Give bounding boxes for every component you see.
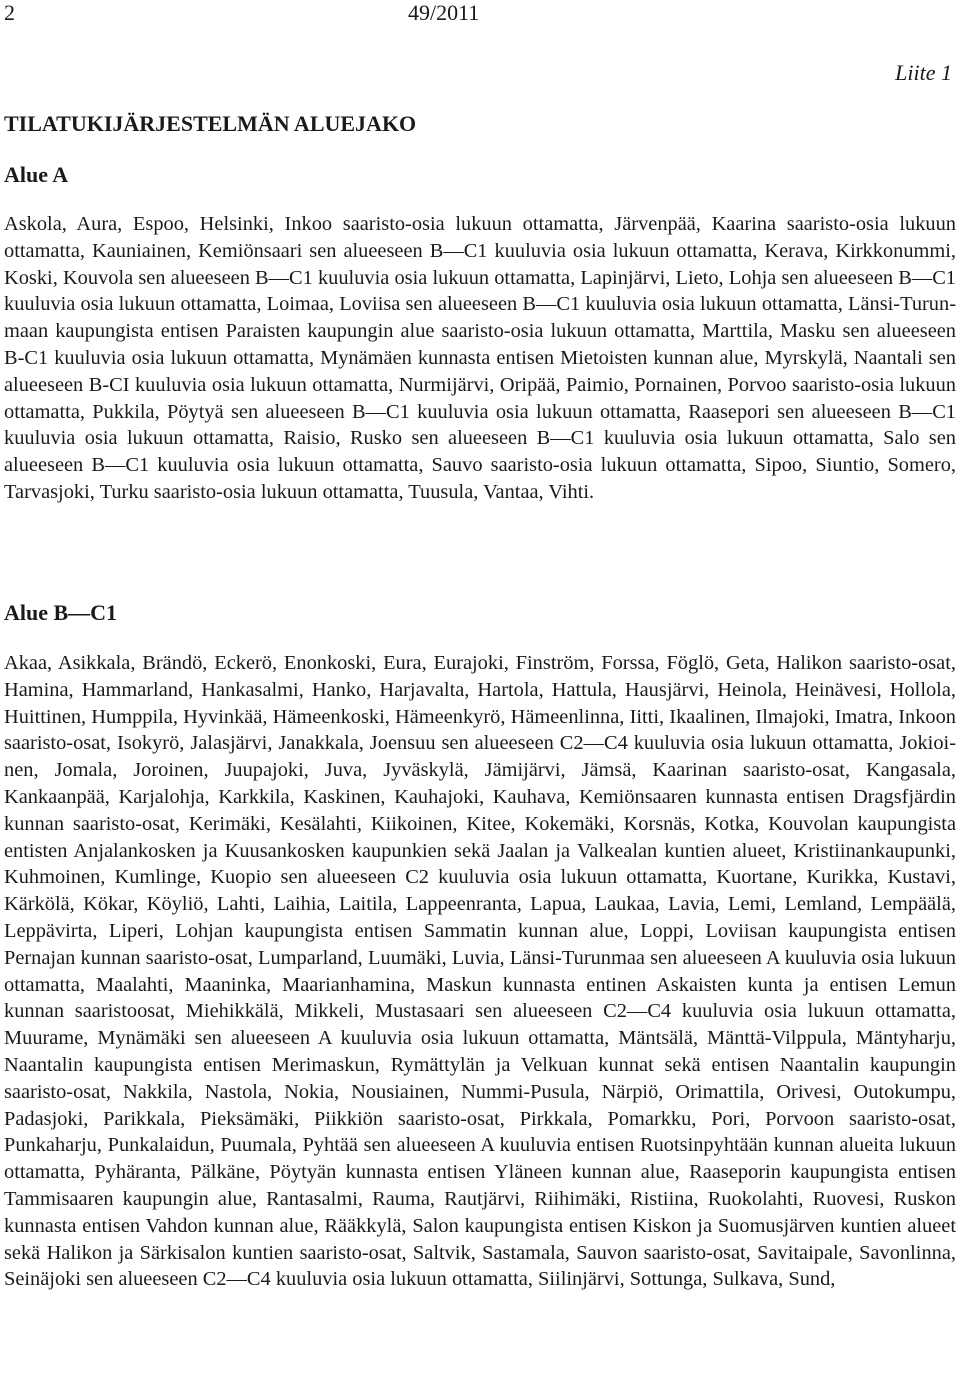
document-title: TILATUKIJÄRJESTELMÄN ALUEJAKO xyxy=(4,111,417,136)
section-body-alue-a: Askola, Aura, Espoo, Helsinki, Inkoo saaristo-osia lukuun ottamatta, Järvenpää, Kaarina saaristo-osia lukuun ottamatta, Kauniainen, Kemiönsaari sen alueeseen B—C1 kuuluvia osia lukuun ottamatta, Kerava, Kirkkonummi, Koski, Kouvola sen alueeseen B—C1 kuuluvia osia lukuun ottamatta, Lapinjärvi, Lieto, Lohja sen alueeseen B—C1 kuuluvia osia lukuun ottamatta, Loimaa, Loviisa sen alueeseen B—C1 kuuluvia osia lukuun ottamatta, Länsi-Turunmaan kaupungista entisen Paraisten kaupungin alue saaristo-osia lukuun ottamatta, Marttila, Masku sen alueeseen B-C1 kuuluvia osia lukuun ottamatta, Mynämäen kunnasta entisen Mietoisten kunnan alue, Myrskylä, Naantali sen alueeseen B-CI kuuluvia osia lukuun ottamatta, Nurmijärvi, Oripää, Paimio, Pornainen, Porvoo saaristo-osia lukuun ottamatta, Pukkila, Pöytyä sen alueeseen B—C1 kuuluvia osia lukuun ottamatta, Raasepori sen alueeseen B—C1 kuuluvia osia lukuun ottamatta, Raisio, Rusko sen alueeseen B—C1 kuuluvia osia lukuun ottamatta, Salo sen alueeseen B—C1 kuuluvia osia lukuun ottamatta, Sauvo saaristo-osia lukuun ottamatta, Sipoo, Siuntio, Somero, Tarvasjoki, Turku saaristo-osia lukuun ottamatta, Tuusula, Vantaa, Vihti. xyxy=(4,213,956,503)
section-heading-alue-b-c1: Alue B—C1 xyxy=(4,600,118,625)
page-number: 2 xyxy=(4,0,15,25)
section-body-alue-b-c1: Akaa, Asikkala, Brändö, Eckerö, Enonkoski, Eura, Eurajoki, Finström, Forssa, Föglö, Geta, Halikon saaristo-osat, Hamina, Hammarland, Hankasalmi, Hanko, Harjavalta, Hartola, Hattula, Hausjärvi, Heinola, Heinävesi, Hollola, Huittinen, Humppila, Hyvinkää, Hämeenkoski, Hämeenkyrö, Hämeenlinna, Iitti, Ikaalinen, Ilmajoki, Imatra, Inkoon saaristo-osat, Isokyrö, Jalasjärvi, Janakkala, Joensuu sen alueeseen C2—C4 kuuluvia osia lukuun ottamatta, Jokioinen, Jomala, Joroinen, Juupajoki, Juva, Jyväskylä, Jämijärvi, Jämsä, Kaarinan saaristo-osat, Kangasala, Kankaanpää, Karjalohja, Karkkila, Kaskinen, Kauhajoki, Kauhava, Kemiönsaaren kunnasta entisen Dragsfjärdin kunnan saaristo-osat, Kerimäki, Kesälahti, Kiikoinen, Kitee, Kokemäki, Korsnäs, Kotka, Kouvolan kaupungista entisten Anjalankosken ja Kuusankosken kaupunkien sekä Jaalan ja Valkealan kuntien alueet, Kristiinankaupunki, Kuhmoinen, Kumlinge, Kuopio sen alueeseen C2 kuuluvia osia lukuun ottamatta, Kuortane, Kurikka, Kustavi, Kärkölä, Kökar, Köyliö, Lahti, Laihia, Laitila, Lappeenranta, Lapua, Laukaa, Lavia, Lemi, Lemland, Lempäälä, Leppävirta, Liperi, Lohjan kaupungista entisen Sammatin kunnan alue, Loppi, Loviisan kaupungista entisen Pernajan kunnan saaristo-osat, Lumparland, Luumäki, Luvia, Länsi-Turunmaa sen alueeseen A kuuluvia osia lukuun ottamatta, Maalahti, Maaninka, Maarianhamina, Maskun kunnasta entinen Askaisten kunta ja entisen Lemun kunnan saaristoosat, Miehikkälä, Mikkeli, Mustasaari sen alueeseen C2—C4 kuuluvia osia lukuun ottamatta, Muurame, Mynämäki sen alueeseen A kuuluvia osia lukuun ottamatta, Mäntsälä, Mänttä-Vilppula, Mäntyharju, Naantalin kaupungista entisen Merimaskun, Rymättylän ja Velkuan kunnat sekä entisen Naantalin kaupungin saaristo-osat, Nakkila, Nastola, Nokia, Nousiainen, Nummi-Pusula, Närpiö, Orimattila, Orivesi, Outokumpu, Padasjoki, Parikkala, Pieksämäki, Piikkiön saaristo-osat, Pirkkala, Pomarkku, Pori, Porvoon saaristo-osat, Punkaharju, Punkalaidun, Puumala, Pyhtää sen alueeseen A kuuluvia entisen Ruotsinpyhtään kunnan alueita lukuun ottamatta, Pyhäranta, Pälkäne, Pöytyän kunnasta entisen Yläneen kunnan alue, Raaseporin kaupungista entisen Tammisaaren kaupungin alue, Rantasalmi, Rauma, Rautjärvi, Riihimäki, Ristiina, Ruokolahti, Ruovesi, Ruskon kunnasta entisen Vahdon kunnan alue, Rääkkylä, Salon kaupungista entisen Kiskon ja Suomusjärven kuntien alueet sekä Halikon ja Särkisalon kuntien saaristo-osat, Saltvik, Sastamala, Sauvon saaristo-osat, Savitaipale, Savonlinna, Seinäjoki sen alueeseen C2—C4 kuuluvia osia lukuun ottamatta, Siilinjärvi, Sottunga, Sulkava, Sund, xyxy=(4,652,956,1291)
section-heading-alue-a: Alue A xyxy=(4,162,69,187)
appendix-label: Liite 1 xyxy=(895,60,952,85)
issue-number: 49/2011 xyxy=(408,0,480,25)
